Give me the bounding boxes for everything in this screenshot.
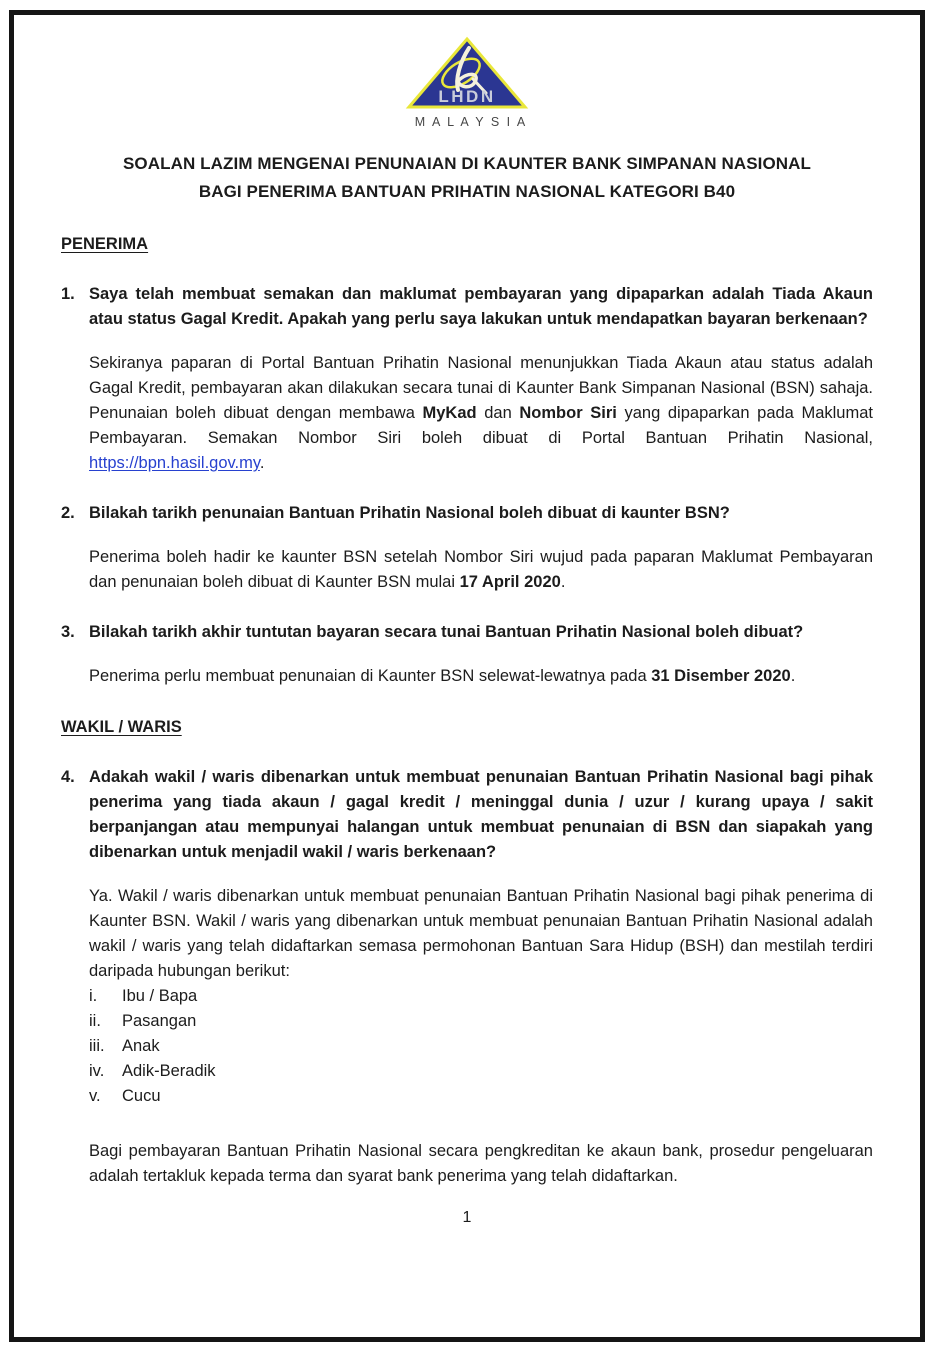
answer-2 (89, 545, 873, 595)
lhdn-logo-icon (383, 35, 551, 131)
answer-3-part2: . (790, 667, 796, 685)
list-item-numeral: ii. (89, 1012, 101, 1030)
answer-1-part4: . (259, 454, 265, 472)
list-item (89, 984, 873, 1009)
answer-1-part1: Sekiranya paparan di Portal Bantuan Prihatin Nasional menunjukkan Tiada Akaun atau status adalah Gagal Kredit, pembayaran akan dilakukan secara tunai di Kaunter Bank Simpanan Nasional (BSN) sahaja. Penunaian boleh dibuat dengan membawa (89, 354, 873, 422)
answer-4-intro: Ya. Wakil / waris dibenarkan untuk membuat penunaian Bantuan Prihatin Nasional bagi pihak penerima di Kaunter BSN. Wakil / waris yang dibenarkan untuk membuat penunaian Bantuan Prihatin Nasional adalah wakil / waris yang telah didaftarkan semasa permohonan Bantuan Sara Hidup (BSH) dan mestilah terdiri daripada hubungan berikut: (89, 887, 873, 980)
question-3-text: Bilakah tarikh akhir tuntutan bayaran secara tunai Bantuan Prihatin Nasional boleh dibuat? (89, 623, 804, 641)
list-item-label: Ibu / Bapa (122, 987, 198, 1005)
answer-3-bold-date: 31 Disember 2020 (651, 667, 791, 685)
answer-1-bold-nombor-siri: Nombor Siri (519, 404, 617, 422)
question-4 (61, 765, 873, 865)
answer-2-bold-date: 17 April 2020 (459, 573, 561, 591)
section-heading-wakil-waris (61, 715, 873, 740)
logo-acronym: LHDN (438, 87, 496, 106)
section-heading-penerima (61, 232, 873, 257)
document-title (61, 150, 873, 206)
question-1 (61, 282, 873, 332)
answer-3-part1: Penerima perlu membuat penunaian di Kaunter BSN selewat-lewatnya pada (89, 667, 652, 685)
question-4-text: Adakah wakil / waris dibenarkan untuk membuat penunaian Bantuan Prihatin Nasional bagi pihak penerima yang tiada akaun / gagal kredit / meninggal dunia / uzur / kurang upaya / sakit berpanjangan atau mempunyai halangan untuk membuat penunaian di BSN dan siapakah yang dibenarkan untuk menjadil wakil / waris berkenaan? (89, 768, 873, 861)
answer-1 (89, 351, 873, 476)
page-content (14, 15, 920, 1337)
list-item-label: Adik-Beradik (122, 1062, 216, 1080)
list-item-numeral: v. (89, 1087, 101, 1105)
question-2-number: 2. (61, 504, 75, 522)
list-item-numeral: i. (89, 987, 98, 1005)
list-item-numeral: iv. (89, 1062, 105, 1080)
question-2-text: Bilakah tarikh penunaian Bantuan Prihatin Nasional boleh dibuat di kaunter BSN? (89, 504, 730, 522)
list-item-label: Anak (122, 1037, 160, 1055)
answer-3 (89, 664, 873, 689)
list-item-numeral: iii. (89, 1037, 105, 1055)
answer-4-note: Bagi pembayaran Bantuan Prihatin Nasional secara pengkreditan ke akaun bank, prosedur pengeluaran adalah tertakluk kepada terma dan syarat bank penerima yang telah didaftarkan. (89, 1142, 873, 1185)
question-4-number: 4. (61, 768, 75, 786)
page-border (9, 10, 925, 1342)
list-item-label: Pasangan (122, 1012, 197, 1030)
answer-1-part3: yang dipaparkan pada Maklumat Pembayaran. Semakan Nombor Siri boleh dibuat di Portal Bantuan Prihatin Nasional, (89, 404, 873, 447)
answer-2-part1: Penerima boleh hadir ke kaunter BSN setelah Nombor Siri wujud pada paparan Maklumat Pembayaran dan penunaian boleh dibuat di Kaunter BSN mulai (89, 548, 873, 591)
question-3-number: 3. (61, 623, 75, 641)
answer-2-part2: . (560, 573, 566, 591)
list-item (89, 1009, 873, 1034)
question-3 (61, 620, 873, 645)
page-number: 1 (462, 1209, 472, 1226)
list-item (89, 1059, 873, 1084)
question-2 (61, 501, 873, 526)
section-heading-wakil-waris-label: WAKIL / WARIS (61, 718, 182, 736)
question-1-number: 1. (61, 285, 75, 303)
logo-country: M A L A Y S I A (414, 115, 528, 129)
list-item (89, 1084, 873, 1109)
bpn-portal-link[interactable]: https://bpn.hasil.gov.my (89, 454, 260, 472)
document-title-line1: SOALAN LAZIM MENGENAI PENUNAIAN DI KAUNTER BANK SIMPANAN NASIONAL (122, 154, 812, 173)
list-item (89, 1034, 873, 1059)
section-heading-penerima-label: PENERIMA (61, 235, 149, 253)
lhdn-logo (61, 35, 873, 136)
answer-1-part2: dan (476, 404, 520, 422)
relations-list (89, 984, 873, 1109)
answer-1-bold-mykad: MyKad (422, 404, 477, 422)
list-item-label: Cucu (122, 1087, 161, 1105)
document-title-line2: BAGI PENERIMA BANTUAN PRIHATIN NASIONAL KATEGORI B40 (198, 182, 736, 201)
question-1-text: Saya telah membuat semakan dan maklumat pembayaran yang dipaparkan adalah Tiada Akaun atau status Gagal Kredit. Apakah yang perlu saya lakukan untuk mendapatkan bayaran berkenaan? (89, 285, 873, 328)
